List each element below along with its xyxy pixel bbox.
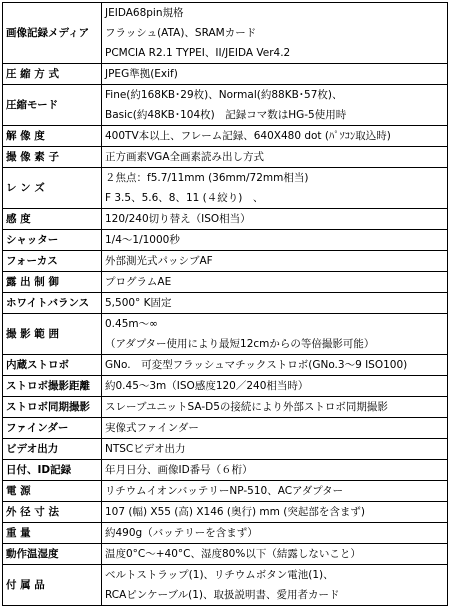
spec-value (102, 230, 448, 251)
spec-row (3, 397, 448, 418)
spec-value-line: F 3.5、5.6、8、11 (４絞り) 、 (105, 192, 264, 204)
spec-value (102, 126, 448, 147)
spec-label: 日付、ID記録 (3, 460, 102, 481)
spec-label: レ ン ズ (3, 168, 102, 209)
spec-row (3, 355, 448, 376)
spec-row (3, 85, 448, 126)
spec-table (2, 2, 448, 606)
spec-label: 感 度 (3, 209, 102, 230)
spec-value-line: 107 (幅) X55 (高) X146 (奥行) mm (突起部を含まず) (105, 506, 365, 518)
spec-value-line: フラッシュ(ATA)、SRAMカード (105, 27, 257, 39)
spec-value-line: 約0.45～3m（ISO感度120／240相当時） (105, 380, 309, 392)
spec-row (3, 418, 448, 439)
spec-label: ファインダー (3, 418, 102, 439)
spec-row (3, 544, 448, 565)
spec-row (3, 293, 448, 314)
spec-value-line: GNo. 可変型フラッシュマチックストロボ(GNo.3～9 ISO100) (105, 359, 408, 371)
spec-row (3, 460, 448, 481)
spec-label: ストロボ撮影距離 (3, 376, 102, 397)
spec-label: 圧 縮 方 式 (3, 64, 102, 85)
spec-value (102, 168, 448, 209)
spec-value (102, 355, 448, 376)
spec-row (3, 272, 448, 293)
spec-row (3, 376, 448, 397)
spec-value-line: 1/4～1/1000秒 (105, 234, 180, 246)
spec-label: フォーカス (3, 251, 102, 272)
spec-value (102, 314, 448, 355)
spec-value-line: Basic(約48KB･104枚) 記録コマ数はHG-5使用時 (105, 109, 347, 121)
spec-label: ストロボ同期撮影 (3, 397, 102, 418)
spec-value (102, 502, 448, 523)
spec-value-line: PCMCIA R2.1 TYPEI、II/JEIDA Ver4.2 (105, 47, 291, 59)
spec-row (3, 209, 448, 230)
spec-row (3, 439, 448, 460)
spec-value-line: RCAピンケーブル(1)、取扱説明書、愛用者カード (105, 589, 340, 601)
spec-label: 外 径 寸 法 (3, 502, 102, 523)
spec-value-line: 外部測光式パッシブAF (105, 255, 213, 267)
spec-value-line: Fine(約168KB･29枚)、Normal(約88KB･57枚)、 (105, 89, 343, 101)
spec-value (102, 147, 448, 168)
spec-value-line: プログラムAE (105, 276, 172, 288)
spec-value-line: 約490g（バッテリーを含まず） (105, 527, 258, 539)
spec-value-line: ベルトストラップ(1)、リチウムボタン電池(1)、 (105, 569, 334, 581)
spec-value-line: 400TV本以上、フレーム記録、640X480 dot (ﾊﾟｿｺﾝ取込時) (105, 130, 391, 142)
spec-row (3, 251, 448, 272)
spec-table-body (3, 3, 448, 606)
spec-label: 内蔵ストロボ (3, 355, 102, 376)
spec-label: ホワイトバランス (3, 293, 102, 314)
spec-value-line: NTSCビデオ出力 (105, 443, 186, 455)
spec-row (3, 64, 448, 85)
spec-label: ビデオ出力 (3, 439, 102, 460)
spec-label: 撮 影 範 囲 (3, 314, 102, 355)
spec-label: 撮 像 素 子 (3, 147, 102, 168)
spec-label: 動作温湿度 (3, 544, 102, 565)
spec-value (102, 418, 448, 439)
spec-label: シャッター (3, 230, 102, 251)
spec-value-line: 年月日分、画像ID番号（６桁） (105, 464, 253, 476)
spec-label: 重 量 (3, 523, 102, 544)
spec-value (102, 544, 448, 565)
spec-value (102, 3, 448, 64)
spec-value (102, 439, 448, 460)
spec-value-line: 温度0°C～+40°C、湿度80%以下（結露しないこと） (105, 548, 361, 560)
spec-value (102, 565, 448, 606)
spec-value (102, 460, 448, 481)
spec-value (102, 209, 448, 230)
spec-value-line: 120/240切り替え（ISO相当） (105, 213, 251, 225)
spec-value-line: JEIDA68pin規格 (105, 7, 184, 19)
spec-row (3, 565, 448, 606)
spec-row (3, 147, 448, 168)
spec-value (102, 523, 448, 544)
spec-row (3, 314, 448, 355)
spec-value (102, 64, 448, 85)
spec-label: 圧縮モード (3, 85, 102, 126)
spec-value-line: JPEG準拠(Exif) (105, 68, 178, 80)
spec-label: 画像記録メディア (3, 3, 102, 64)
spec-value (102, 376, 448, 397)
spec-row (3, 502, 448, 523)
spec-row (3, 523, 448, 544)
spec-value-line: 5,500° K固定 (105, 297, 172, 309)
spec-row (3, 126, 448, 147)
spec-value (102, 481, 448, 502)
spec-value (102, 85, 448, 126)
spec-row (3, 481, 448, 502)
spec-label: 露 出 制 御 (3, 272, 102, 293)
spec-value-line: 実像式ファインダー (105, 422, 199, 434)
spec-value-line: 0.45m～∞ (105, 318, 158, 330)
spec-value-line: スレーブユニットSA-D5の接続により外部ストロボ同期撮影 (105, 401, 388, 413)
spec-row (3, 230, 448, 251)
spec-value-line: （アダプター使用により最短12cmからの等倍撮影可能） (105, 338, 375, 350)
spec-value (102, 251, 448, 272)
spec-value (102, 397, 448, 418)
spec-label: 付 属 品 (3, 565, 102, 606)
spec-value-line: 正方画素VGA全画素読み出し方式 (105, 151, 265, 163)
spec-value (102, 272, 448, 293)
spec-row (3, 3, 448, 64)
spec-value (102, 293, 448, 314)
spec-label: 電 源 (3, 481, 102, 502)
spec-value-line: リチウムイオンバッテリーNP-510、ACアダプター (105, 485, 344, 497)
spec-value-line: ２焦点：f5.7/11mm (36mm/72mm相当) (105, 172, 309, 184)
spec-row (3, 168, 448, 209)
spec-label: 解 像 度 (3, 126, 102, 147)
